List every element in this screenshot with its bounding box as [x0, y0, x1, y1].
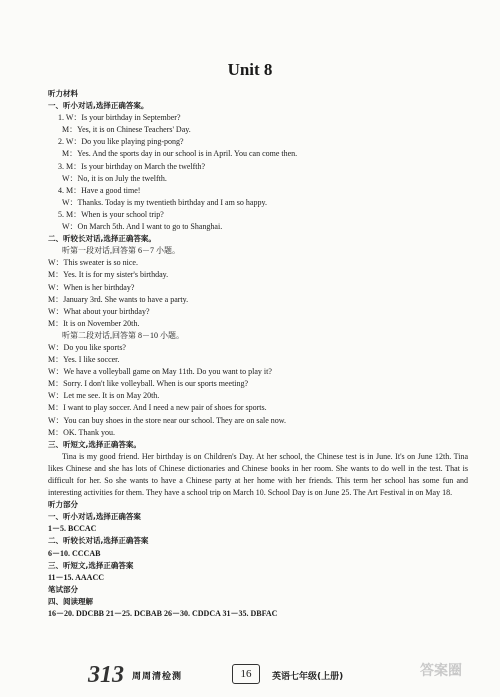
answer-line: 6－10. CCCAB [48, 548, 101, 558]
watermark: 答案圈 [420, 663, 462, 679]
answer-line: 一、听小对话,选择正确答案 [48, 512, 141, 522]
material-line: 听第二段对话,回答第 8－10 小题。 [62, 330, 184, 340]
material-line: M：Yes. I like soccer. [48, 355, 120, 365]
svg-text:313: 313 [88, 662, 124, 686]
material-line: W：Do you like sports? [48, 342, 126, 352]
material-line: M：Yes, it is on Chinese Teachers' Day. [62, 125, 191, 135]
material-line: M：Sorry. I don't like volleyball. When is our sports meeting? [48, 379, 249, 389]
material-line: M：Yes. It is for my sister's birthday. [48, 270, 169, 280]
material-line: 二、听较长对话,选择正确答案。 [48, 234, 156, 244]
material-line: 5. M：When is your school trip? [58, 209, 164, 219]
material-line: 4. M：Have a good time! [58, 185, 141, 195]
material-line: M：OK. Thank you. [48, 427, 115, 437]
material-line: M：I want to play soccer. And I need a new pair of shoes for sports. [48, 403, 267, 413]
grade-label: 英语七年级(上册) [272, 672, 344, 682]
answer-line: 笔试部分 [48, 584, 78, 594]
answer-line: 16－20. DDCBB 21－25. DCBAB 26－30. CDDCA 31－35. DBFAC [48, 609, 278, 619]
material-line: W：We have a volleyball game on May 11th. Do you want to play it? [48, 367, 272, 377]
answer-line: 1－5. BCCAC [48, 524, 97, 534]
footer [0, 660, 500, 690]
material-line: 2. W：Do you like playing ping-pong? [58, 137, 184, 147]
material-line: 三、听短文,选择正确答案。 [48, 439, 141, 449]
material-line: W：Thanks. Today is my twentieth birthday and I am so happy. [62, 197, 267, 207]
page-title: Unit 8 [227, 60, 273, 79]
answer-line: 四、阅读理解 [48, 596, 93, 606]
material-line: W：On March 5th. And I want to go to Shanghai. [62, 222, 223, 232]
brand-name: 周周清检测 [132, 672, 183, 682]
material-line: W：When is her birthday? [48, 282, 135, 292]
material-line: M：It is on November 20th. [48, 318, 140, 328]
logo-icon [86, 660, 130, 686]
page-number: 16 [232, 664, 260, 684]
content [48, 88, 468, 620]
material-line: M：Yes. And the sports day in our school is in April. You can come then. [62, 149, 298, 159]
answer-line: 11－15. AAACC [48, 572, 105, 582]
material-line: 3. M：Is your birthday on March the twelfth? [58, 161, 206, 171]
listening-material [48, 88, 468, 451]
material-line: 听力材料 [48, 89, 78, 98]
passage-paragraph: Tina is my good friend. Her birthday is on Children's Day. At her school, the Chinese test is in June. It's on June 12th. Tina likes Chinese and she has lots of Chinese dictionaries and Chinese books in her room. She wants to do well in the test. That is difficult for her. So she wants to have a Chinese party at her home with her friends. This term her school has some fun and interesting activities for them. They have a school trip on March 10. School Day is on June 25. The Art Festival in on May 18. [48, 451, 468, 498]
material-line: W：No, it is on July the twelfth. [62, 173, 167, 183]
material-line: W：Let me see. It is on May 20th. [48, 391, 160, 401]
answer-line: 二、听较长对话,选择正确答案 [48, 536, 149, 546]
material-line: M：January 3rd. She wants to have a party. [48, 294, 189, 304]
material-line: 听第一段对话,回答第 6－7 小题。 [62, 246, 180, 256]
answer-line: 三、听短文,选择正确答案 [48, 560, 134, 570]
material-line: W：What about your birthday? [48, 306, 150, 316]
answer-line: 听力部分 [48, 500, 78, 510]
material-line: W：You can buy shoes in the store near our school. They are on sale now. [48, 415, 287, 425]
material-line: 一、听小对话,选择正确答案。 [48, 101, 149, 111]
answer-key [48, 499, 468, 620]
material-line: W：This sweater is so nice. [48, 258, 138, 268]
material-line: 1. W：Is your birthday in September? [58, 113, 181, 123]
